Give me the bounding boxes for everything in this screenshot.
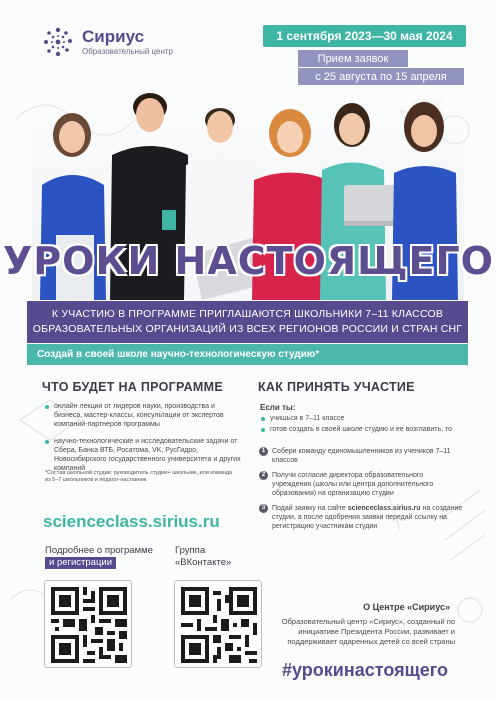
participation-heading: КАК ПРИНЯТЬ УЧАСТИЕ <box>258 380 415 394</box>
sirius-logo <box>40 24 173 60</box>
step-site-link[interactable]: scienceclass.sirius.ru <box>347 505 421 512</box>
more-info-line-2: и регистрации <box>45 557 116 569</box>
invite-line-2: ОБРАЗОВАТЕЛЬНЫХ ОРГАНИЗАЦИЙ ИЗ ВСЕХ РЕГИОНОВ РОССИИ И СТРАН СНГ <box>32 323 463 335</box>
brand-name: Сириус <box>82 26 145 46</box>
vk-qr-code[interactable] <box>174 580 262 668</box>
step-item <box>259 471 464 498</box>
list-item: онлайн лекции от лидеров науки, производства и бизнеса, мастер-классы, консультации от экспертов компаний-партнеров программы <box>45 402 245 429</box>
about-heading: О Центре «Сириус» <box>363 602 450 612</box>
about-text: Образовательный центр «Сириус», созданный по инициативе Президента России, развивает и поддерживает одаренных детей со всей страны <box>281 617 455 646</box>
site-link[interactable]: scienceclass.sirius.ru <box>43 512 220 531</box>
conditions-list <box>260 414 460 436</box>
step-number: 2 <box>259 471 268 480</box>
qr-code-icon <box>181 587 257 663</box>
invite-line-1: К УЧАСТИЮ В ПРОГРАММЕ ПРИГЛАШАЮТСЯ ШКОЛЬНИКИ 7–11 КЛАССОВ <box>51 308 444 320</box>
step-text-a: Подай заявку на сайте <box>272 505 348 512</box>
step-item <box>259 504 464 531</box>
conditions-label: Если ты: <box>260 403 296 412</box>
step-text: Получи согласие директора образовательного учреждения (школы или центра дополнительного образования) на организацию студии <box>272 472 434 497</box>
steps-list <box>259 447 464 537</box>
more-info-line-1: Подробнее о программе <box>45 545 153 556</box>
qr-code-icon <box>51 587 127 663</box>
program-heading: ЧТО БУДЕТ НА ПРОГРАММЕ <box>42 380 223 394</box>
sirius-star-icon <box>40 24 76 60</box>
hashtag: #урокинастоящего <box>282 660 449 680</box>
more-info-label <box>45 545 153 569</box>
registration-qr-code[interactable] <box>44 580 132 668</box>
apply-label: Прием заявок <box>298 50 408 67</box>
step-number: 3 <box>259 504 268 513</box>
program-dates: 1 сентября 2023—30 мая 2024 <box>263 25 466 47</box>
poster-title: УРОКИ НАСТОЯЩЕГО <box>3 239 494 283</box>
studio-note: *Состав школьной студии: руководитель студии+ школьник, или команда из 5–7 школьников и педагог-наставник <box>45 470 233 483</box>
apply-period: с 25 августа по 15 апреля <box>298 68 464 85</box>
list-item: готов создать в своей школе студию и ее возглавить, то <box>260 425 460 434</box>
step-item <box>259 447 464 465</box>
list-item: научно-технологические и исследовательские задачи от Сбера, Банка ВТБ, Росатома, VK, РусГидро, Новосибирского государственного университета и других компаний <box>45 437 245 473</box>
step-text: Собери команду единомышленников из учеников 7–11 классов <box>272 448 451 464</box>
invite-banner <box>27 301 468 343</box>
vk-line-1: Группа <box>175 545 206 556</box>
step-number: 1 <box>259 447 268 456</box>
vk-group-label <box>175 545 231 569</box>
vk-line-2: «ВКонтакте» <box>175 557 232 568</box>
step-text-c: на создание студии, а после одобрения заявки передай ссылку на регистрацию участникам студии <box>272 505 463 530</box>
brand-subtitle: Образовательный центр <box>82 46 173 56</box>
list-item: учишься в 7–11 классе <box>260 414 460 423</box>
studio-banner: Создай в своей школе научно-технологическую студию* <box>27 344 468 365</box>
